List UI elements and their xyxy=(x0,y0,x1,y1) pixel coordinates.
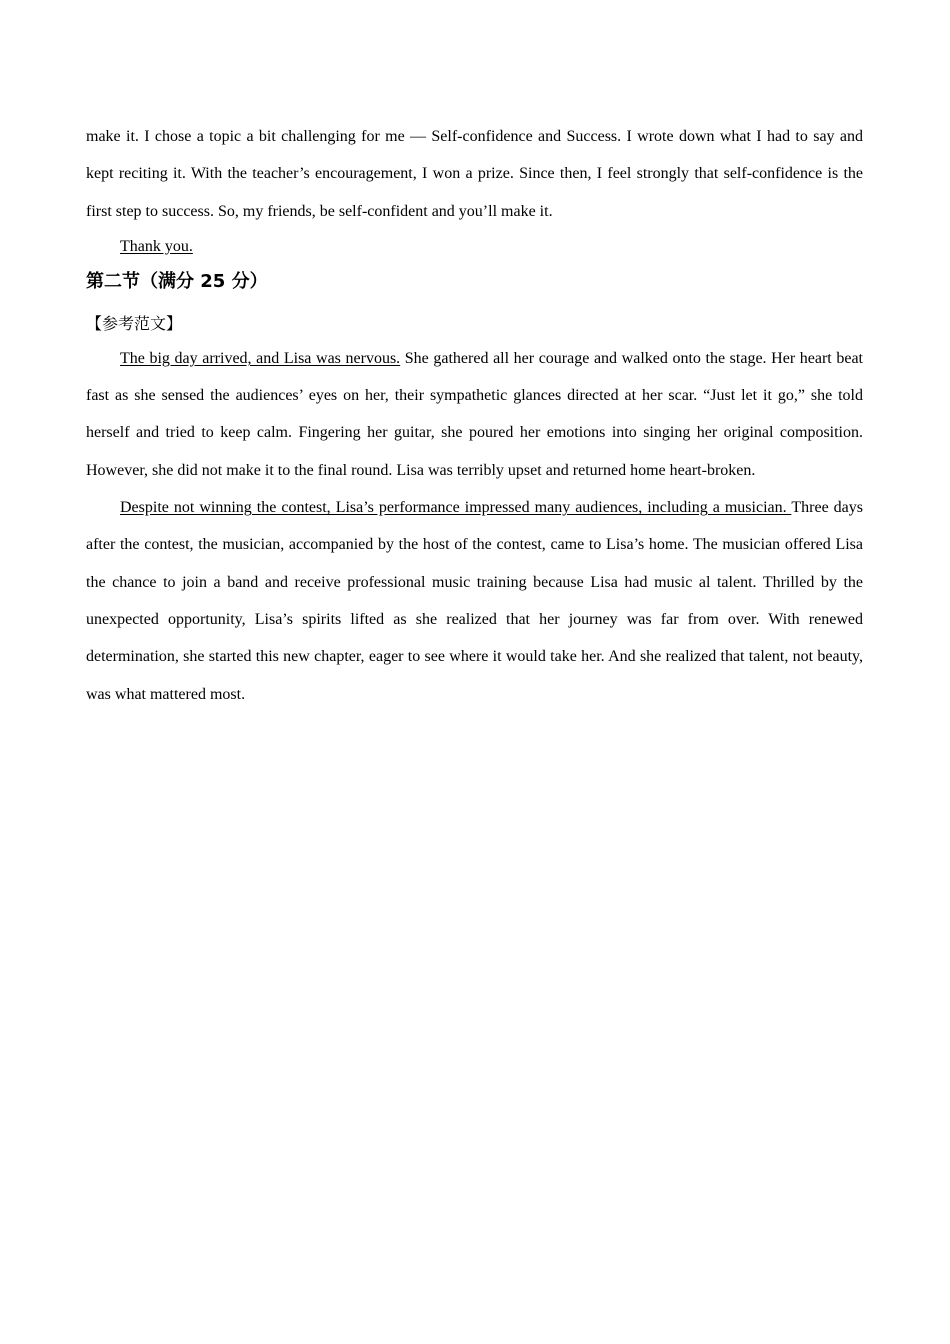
essay-paragraph-2-opening: Despite not winning the contest, Lisa’s performance impressed many audiences, including a musician. xyxy=(120,499,792,517)
essay-paragraph-1 xyxy=(86,340,863,489)
essay-paragraph-1-body: She gathered all her courage and walked onto the stage. Her heart beat fast as she sensed the audiences’ eyes on her, their sympathetic glances directed at her scar. “Just let it go,” she told herself and tried to keep calm. Fingering her guitar, she poured her emotions into singing her original composition. However, she did not make it to the final round. Lisa was terribly upset and returned home heart-broken. xyxy=(86,349,863,479)
essay-paragraph-2 xyxy=(86,489,863,713)
essay-paragraph-1-opening: The big day arrived, and Lisa was nervous. xyxy=(120,349,401,367)
closing-line xyxy=(86,230,863,264)
closing-line-text: Thank you. xyxy=(120,237,193,255)
section-title: 第二节（满分 25 分） xyxy=(86,270,268,292)
essay-paragraph-2-body: Three days after the contest, the musician, accompanied by the host of the contest, came to Lisa’s home. The musician offered Lisa the chance to join a band and receive professional music training because Lisa had music al talent. Thrilled by the unexpected opportunity, Lisa’s spirits lifted as she realized that her journey was far from over. With renewed determination, she started this new chapter, eager to see where it would take her. And she realized that talent, not beauty, was what mattered most. xyxy=(86,499,864,703)
intro-paragraph: make it. I chose a topic a bit challenging for me — Self-confidence and Success. I wrote down what I had to say and kept reciting it. With the teacher’s encouragement, I won a prize. Since then, I feel strongly that self-confidence is the first step to success. So, my friends, be self-confident and you’ll make it. xyxy=(86,128,863,220)
reference-label: 【参考范文】 xyxy=(86,313,183,333)
document-page xyxy=(86,118,863,713)
